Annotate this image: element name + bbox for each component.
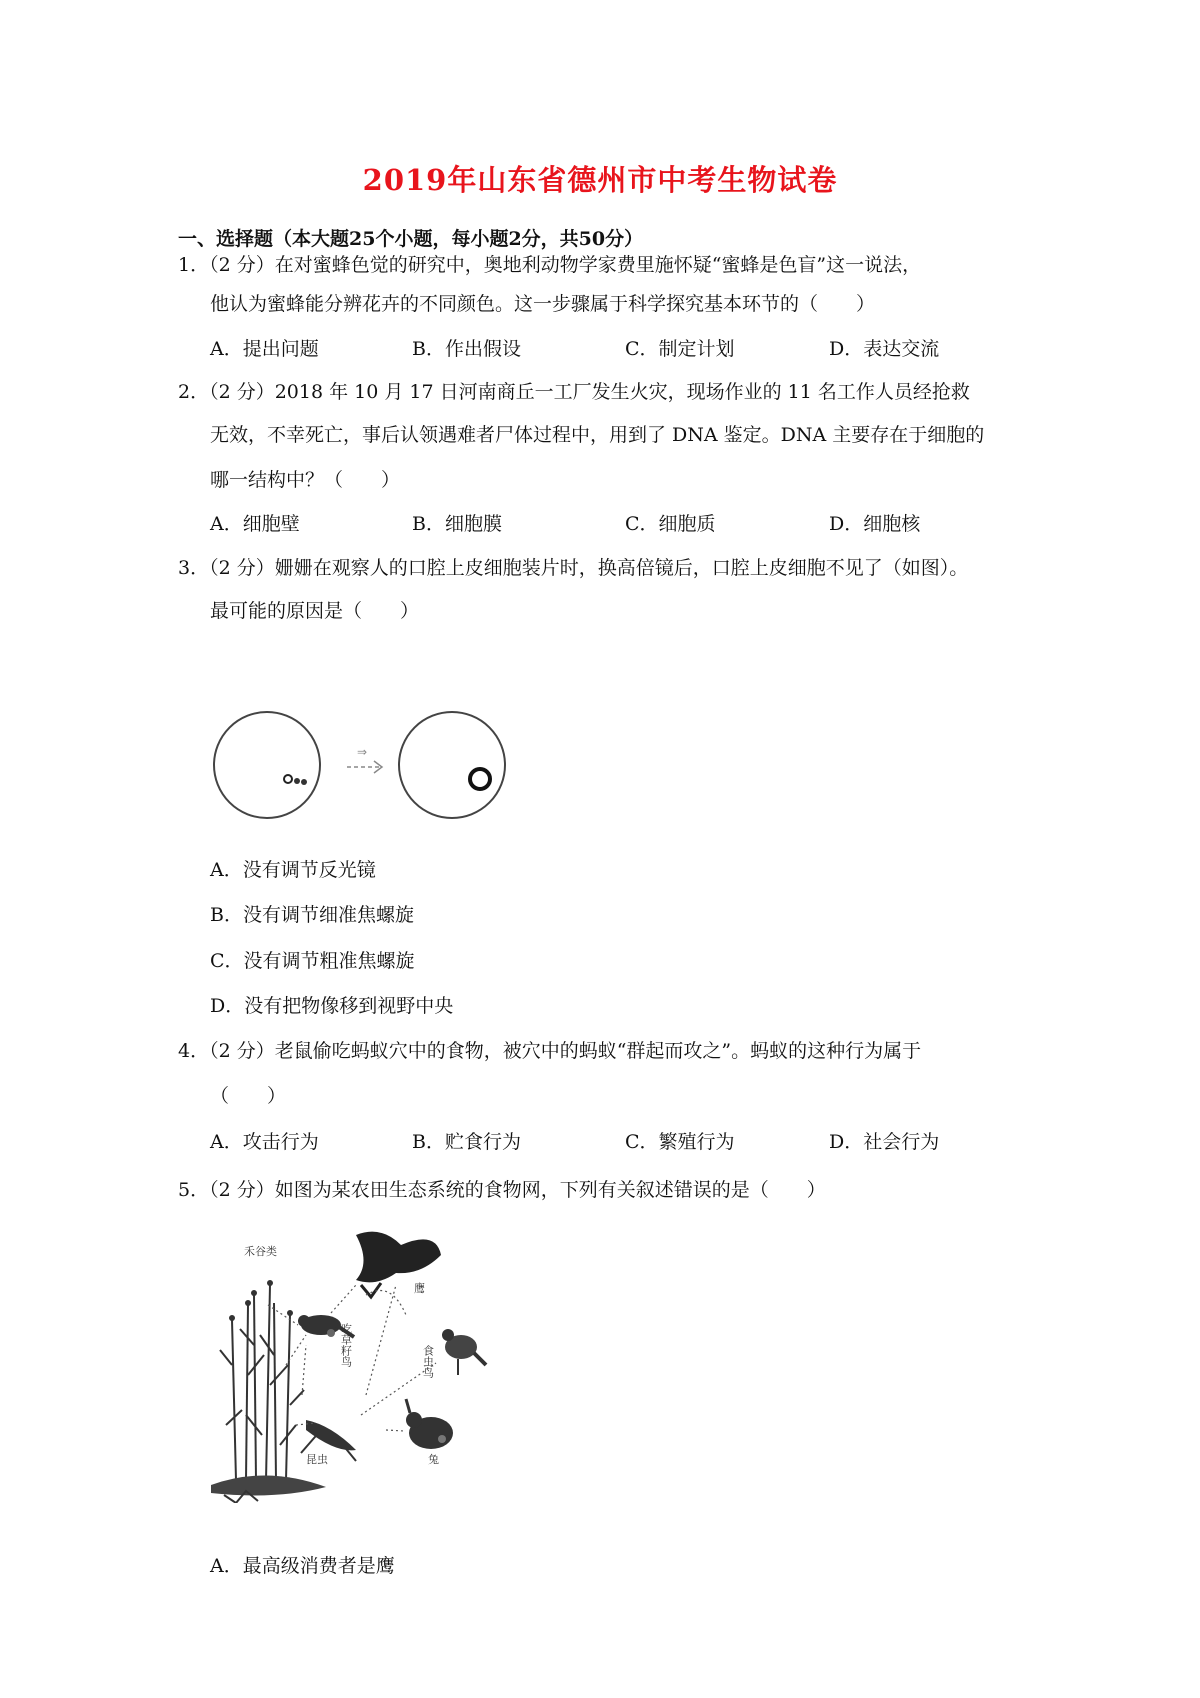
q2-option-a: A．细胞壁 — [210, 513, 300, 535]
label-rabbit: 兔 — [428, 1453, 439, 1466]
cell-small-2 — [294, 778, 300, 784]
section-heading: 一、选择题（本大题25个小题，每小题2分，共50分） — [178, 228, 644, 250]
cell-enlarged — [470, 769, 490, 789]
high-power-view-circle — [399, 712, 505, 818]
q4-option-c: C．繁殖行为 — [625, 1131, 735, 1153]
q2-option-c: C．细胞质 — [625, 513, 716, 535]
label-eagle: 鹰 — [414, 1282, 425, 1295]
label-insect-bird: 食虫鸟 — [421, 1345, 435, 1378]
q1-line-2: 他认为蜜蜂能分辨花卉的不同颜色。这一步骤属于科学探究基本环节的（ ） — [210, 293, 876, 315]
q4-option-d: D．社会行为 — [829, 1131, 940, 1153]
q2-option-b: B．细胞膜 — [412, 513, 502, 535]
q2-option-d: D．细胞核 — [829, 513, 921, 535]
label-producer: 禾谷类 — [244, 1245, 277, 1258]
q5-option-a: A．最高级消费者是鹰 — [210, 1555, 395, 1577]
q4-line-1: 4．（2 分）老鼠偷吃蚂蚁穴中的食物，被穴中的蚂蚁“群起而攻之”。蚂蚁的这种行为属于 — [178, 1040, 922, 1062]
ground-grass — [211, 1475, 326, 1495]
low-power-view-circle — [214, 712, 320, 818]
q5-line-1: 5．（2 分）如图为某农田生态系统的食物网，下列有关叙述错误的是（ ） — [178, 1179, 826, 1201]
arrow-icon — [347, 745, 382, 773]
svg-text:⇒: ⇒ — [357, 745, 368, 759]
food-web-figure — [206, 1225, 518, 1503]
q4-option-b: B．贮食行为 — [412, 1131, 521, 1153]
label-grain-bird: 吃草籽鸟 — [339, 1323, 353, 1367]
q2-line-3: 哪一结构中？（ ） — [210, 469, 401, 491]
q4-option-a: A．攻击行为 — [210, 1131, 319, 1153]
cell-small-3 — [301, 779, 307, 785]
microscope-field-figure — [212, 710, 522, 820]
label-insect: 昆虫 — [306, 1453, 328, 1466]
q1-option-b: B．作出假设 — [412, 338, 521, 360]
q2-line-1: 2．（2 分）2018 年 10 月 17 日河南商丘一工厂发生火灾，现场作业的 11 名工作人员经抢救 — [178, 381, 970, 403]
q3-option-a: A．没有调节反光镜 — [210, 859, 376, 881]
grain-heads — [229, 1280, 293, 1321]
cell-small-1 — [284, 775, 292, 783]
q1-option-a: A．提出问题 — [210, 338, 319, 360]
rabbit-image — [406, 1399, 453, 1449]
q3-option-b: B．没有调节细准焦螺旋 — [210, 904, 414, 926]
q2-line-2: 无效，不幸死亡，事后认领遇难者尸体过程中，用到了 DNA 鉴定。DNA 主要存在于细胞的 — [210, 424, 985, 446]
q3-line-1: 3．（2 分）姗姗在观察人的口腔上皮细胞装片时，换高倍镜后，口腔上皮细胞不见了（如图）。 — [178, 557, 969, 579]
q3-option-c: C．没有调节粗准焦螺旋 — [210, 950, 415, 972]
insect-bird-image — [442, 1329, 486, 1375]
q1-line-1: 1．（2 分）在对蜜蜂色觉的研究中，奥地利动物学家费里施怀疑“蜜蜂是色盲”这一说法， — [178, 254, 922, 276]
q3-option-d: D．没有把物像移到视野中央 — [210, 995, 454, 1017]
q1-option-d: D．表达交流 — [829, 338, 940, 360]
page-title: 2019年山东省德州市中考生物试卷 — [362, 163, 838, 197]
q4-line-2: （ ） — [210, 1085, 287, 1107]
eagle-image — [356, 1232, 441, 1297]
q3-line-2: 最可能的原因是（ ） — [210, 600, 420, 622]
q1-option-c: C．制定计划 — [625, 338, 735, 360]
